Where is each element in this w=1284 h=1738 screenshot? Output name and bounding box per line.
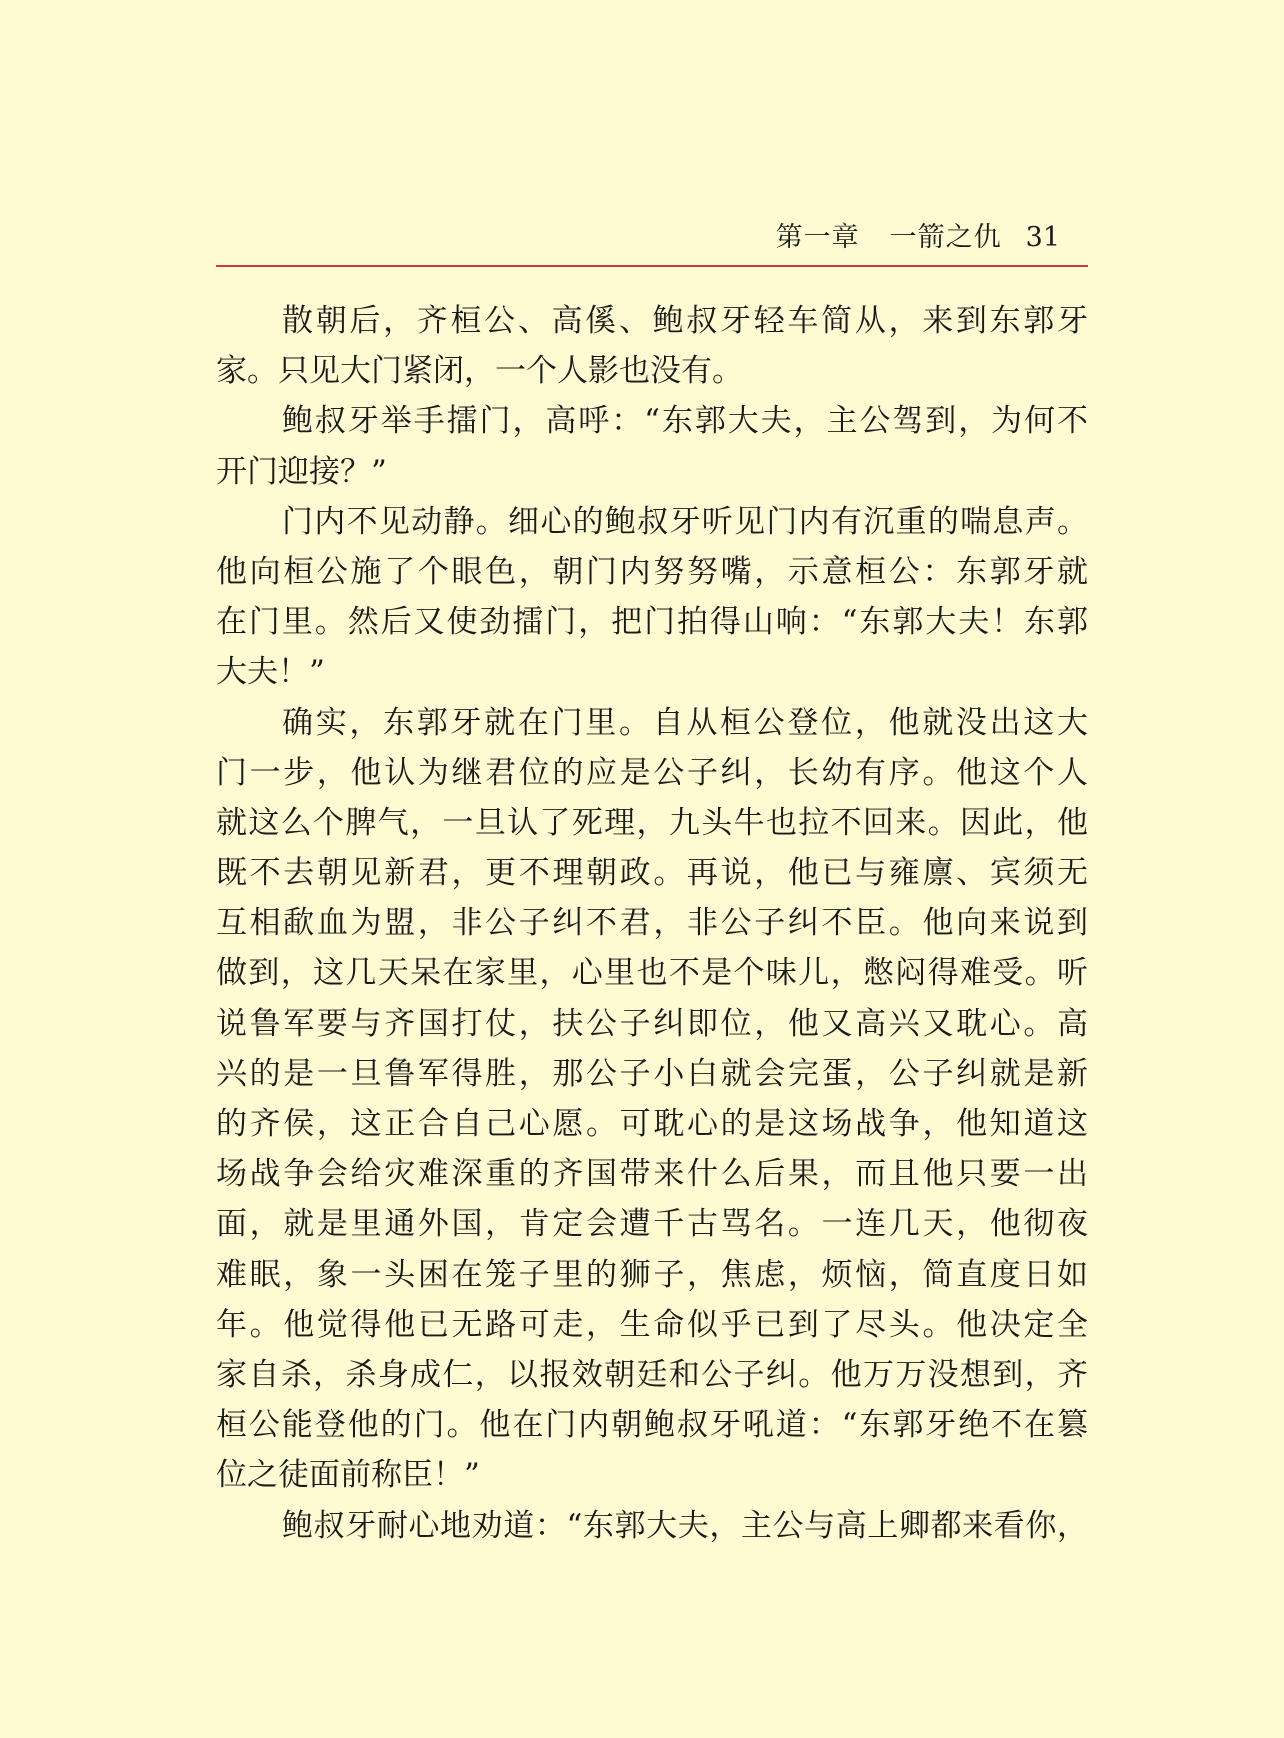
- body-text: [216, 296, 1088, 1551]
- text-line: 做到，这几天呆在家里，心里也不是个味儿，憋闷得难受。听: [216, 955, 1088, 992]
- text-line: 就这么个脾气，一旦认了死理，九头牛也拉不回来。因此，他: [216, 804, 1088, 841]
- text-line: 家。只见大门紧闭，一个人影也没有。: [216, 353, 743, 390]
- text-line: 门一步，他认为继君位的应是公子纠，长幼有序。他这个人: [216, 754, 1088, 791]
- running-head: [216, 218, 1060, 258]
- page-number: 31: [1025, 222, 1060, 253]
- text-line: 难眠，象一头困在笼子里的狮子，焦虑，烦恼，简直度日如: [216, 1256, 1088, 1293]
- text-line: 互相歃血为盟，非公子纠不君，非公子纠不臣。他向来说到: [216, 905, 1088, 942]
- chapter-title: 一箭之仇: [889, 222, 1002, 253]
- chapter-label: 第一章: [775, 222, 860, 253]
- text-line: 的齐侯，这正合自己心愿。可耽心的是这场战争，他知道这: [216, 1106, 1088, 1142]
- text-line: 兴的是一旦鲁军得胜，那公子小白就会完蛋，公子纠就是新: [216, 1055, 1088, 1092]
- text-line: 在门里。然后又使劲擂门，把门拍得山响：“东郭大夫！东郭: [216, 604, 1088, 641]
- text-line: 桓公能登他的门。他在门内朝鲍叔牙吼道：“东郭牙绝不在篡: [216, 1407, 1088, 1444]
- text-line: 确实，东郭牙就在门里。自从桓公登位，他就没出这大: [282, 704, 1088, 741]
- text-line: 场战争会给灾难深重的齐国带来什么后果，而且他只要一出: [216, 1156, 1088, 1193]
- text-line: 鲍叔牙耐心地劝道：“东郭大夫，主公与高上卿都来看你，: [282, 1507, 1088, 1544]
- header-rule: [216, 265, 1088, 267]
- text-line: 鲍叔牙举手擂门，高呼：“东郭大夫，主公驾到，为何不: [282, 403, 1088, 440]
- text-line: 散朝后，齐桓公、高傒、鲍叔牙轻车简从，来到东郭牙: [282, 303, 1088, 339]
- text-line: 年。他觉得他已无路可走，生命似乎已到了尽头。他决定全: [216, 1306, 1088, 1343]
- text-line: 他向桓公施了个眼色，朝门内努努嘴，示意桓公：东郭牙就: [216, 553, 1088, 590]
- text-line: 位之徒面前称臣！”: [216, 1457, 480, 1494]
- text-line: 既不去朝见新君，更不理朝政。再说，他已与雍廪、宾须无: [216, 855, 1088, 892]
- text-line: 说鲁军要与齐国打仗，扶公子纠即位，他又高兴又耽心。高: [216, 1005, 1088, 1042]
- text-line: 面，就是里通外国，肯定会遭千古骂名。一连几天，他彻夜: [216, 1206, 1088, 1243]
- text-line: 家自杀，杀身成仁，以报效朝廷和公子纠。他万万没想到，齐: [216, 1356, 1088, 1393]
- text-line: 大夫！”: [216, 654, 325, 691]
- text-line: 开门迎接？”: [216, 453, 387, 490]
- text-line: 门内不见动静。细心的鲍叔牙听见门内有沉重的喘息声。: [282, 503, 1088, 540]
